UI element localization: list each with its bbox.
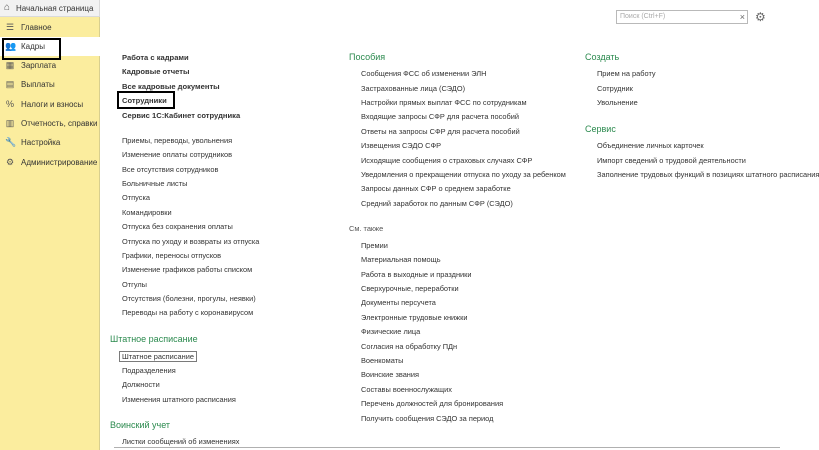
people-icon: 👥 xyxy=(5,41,17,51)
section-heading-benefits: Пособия xyxy=(349,52,386,62)
sidebar-item-payments[interactable] xyxy=(0,75,100,94)
link-item[interactable]: Перечень должностей для бронирования xyxy=(361,399,504,408)
link-item[interactable]: Все отсутствия сотрудников xyxy=(122,165,219,174)
link-item[interactable]: Отпуска без сохранения оплаты xyxy=(122,222,233,231)
link-item[interactable]: Отпуска xyxy=(122,193,150,202)
link-item[interactable]: Ответы на запросы СФР для расчета пособий xyxy=(361,127,520,136)
sidebar-item-main[interactable] xyxy=(0,18,100,37)
sidebar-item-label: Зарплата xyxy=(21,61,57,70)
link-item[interactable]: Согласия на обработку ПДн xyxy=(361,342,458,351)
highlight-box xyxy=(117,91,175,109)
link-item[interactable]: Работа в выходные и праздники xyxy=(361,270,472,279)
link-item[interactable]: Заполнение трудовых функций в позициях штатного расписания xyxy=(597,170,819,179)
search-input[interactable] xyxy=(616,10,748,24)
search-placeholder: Поиск (Ctrl+F) xyxy=(620,13,666,20)
highlight-box xyxy=(2,38,61,60)
link-item[interactable]: Входящие запросы СФР для расчета пособий xyxy=(361,112,519,121)
link-item[interactable]: Изменения штатного расписания xyxy=(122,395,236,404)
link-item[interactable]: Сообщения ФСС об изменении ЭЛН xyxy=(361,69,487,78)
link-item[interactable]: Подразделения xyxy=(122,366,176,375)
settings-gear-icon[interactable]: ⚙ xyxy=(755,10,766,24)
link-hr-work[interactable]: Работа с кадрами xyxy=(122,53,189,62)
sidebar xyxy=(0,17,100,450)
menu-icon: ☰ xyxy=(5,22,15,32)
link-item[interactable]: Приемы, переводы, увольнения xyxy=(122,136,233,145)
section-heading-service: Сервис xyxy=(585,124,616,134)
link-item[interactable]: Уведомления о прекращении отпуска по уходу за ребенком xyxy=(361,170,566,179)
link-all-hr-docs[interactable]: Все кадровые документы xyxy=(122,82,220,91)
link-staff-schedule[interactable]: Штатное расписание xyxy=(119,351,197,362)
see-also-label: См. также xyxy=(349,224,384,233)
section-heading-staff: Штатное расписание xyxy=(110,334,198,344)
link-item[interactable]: Материальная помощь xyxy=(361,255,441,264)
home-icon: ⌂ xyxy=(4,2,11,13)
link-item[interactable]: Исходящие сообщения о страховых случаях СФР xyxy=(361,156,533,165)
link-item[interactable]: Электронные трудовые книжки xyxy=(361,313,468,322)
link-item[interactable]: Застрахованные лица (СЭДО) xyxy=(361,84,466,93)
wrench-icon: 🔧 xyxy=(5,137,17,147)
link-item[interactable]: Настройки прямых выплат ФСС по сотрудникам xyxy=(361,98,527,107)
link-item[interactable]: Отпуска по уходу и возвраты из отпуска xyxy=(122,237,260,246)
sidebar-item-label: Главное xyxy=(21,23,52,32)
link-item[interactable]: Прием на работу xyxy=(597,69,656,78)
gear-icon: ⚙ xyxy=(5,157,15,167)
sidebar-item-settings[interactable] xyxy=(0,133,100,152)
sidebar-item-label: Кадры xyxy=(21,42,45,51)
sidebar-item-admin[interactable] xyxy=(0,153,100,172)
link-item[interactable]: Физические лица xyxy=(361,327,421,336)
section-heading-military: Воинский учет xyxy=(110,420,171,430)
sidebar-item-label: Налоги и взносы xyxy=(21,100,84,109)
link-item[interactable]: Увольнение xyxy=(597,98,638,107)
sidebar-item-label: Отчетность, справки xyxy=(21,119,98,128)
calculator-icon: ▦ xyxy=(5,60,15,70)
link-item[interactable]: Воинские звания xyxy=(361,370,420,379)
link-item[interactable]: Запросы данных СФР о среднем заработке xyxy=(361,184,511,193)
link-item[interactable]: Извещения СЭДО СФР xyxy=(361,141,442,150)
link-item[interactable]: Военкоматы xyxy=(361,356,404,365)
link-hr-reports[interactable]: Кадровые отчеты xyxy=(122,67,190,76)
link-item[interactable]: Средний заработок по данным СФР (СЭДО) xyxy=(361,199,513,208)
sidebar-item-taxes[interactable] xyxy=(0,95,100,114)
link-item[interactable]: Изменение оплаты сотрудников xyxy=(122,150,233,159)
payments-icon: ▤ xyxy=(5,79,15,89)
link-item[interactable]: Отсутствия (болезни, прогулы, неявки) xyxy=(122,294,256,303)
link-item[interactable]: Графики, переносы отпусков xyxy=(122,251,222,260)
sidebar-item-reports[interactable] xyxy=(0,114,100,133)
home-tab[interactable] xyxy=(0,0,100,17)
link-item[interactable]: Переводы на работу с коронавирусом xyxy=(122,308,254,317)
link-item[interactable]: Больничные листы xyxy=(122,179,188,188)
link-employees[interactable]: Сотрудники xyxy=(122,96,167,105)
link-item[interactable]: Листки сообщений об изменениях xyxy=(122,437,240,446)
divider xyxy=(114,447,780,448)
link-item[interactable]: Командировки xyxy=(122,208,172,217)
link-item[interactable]: Премии xyxy=(361,241,388,250)
link-item[interactable]: Должности xyxy=(122,380,160,389)
clear-search-icon[interactable]: × xyxy=(739,12,745,22)
sidebar-item-label: Настройка xyxy=(21,138,61,147)
link-item[interactable]: Сверхурочные, переработки xyxy=(361,284,459,293)
sidebar-item-label: Администрирование xyxy=(21,158,98,167)
percent-icon: % xyxy=(5,99,14,109)
link-item[interactable]: Импорт сведений о трудовой деятельности xyxy=(597,156,746,165)
link-employee-cabinet[interactable]: Сервис 1С:Кабинет сотрудника xyxy=(122,111,241,120)
link-item[interactable]: Документы персучета xyxy=(361,298,436,307)
link-item[interactable]: Изменение графиков работы списком xyxy=(122,265,253,274)
link-item[interactable]: Отгулы xyxy=(122,280,147,289)
section-heading-create: Создать xyxy=(585,52,620,62)
report-icon: ▥ xyxy=(5,118,15,128)
link-item[interactable]: Сотрудник xyxy=(597,84,633,93)
link-item[interactable]: Объединение личных карточек xyxy=(597,141,704,150)
home-tab-label: Начальная страница xyxy=(16,4,94,13)
link-item[interactable]: Составы военнослужащих xyxy=(361,385,452,394)
sidebar-item-label: Выплаты xyxy=(21,80,55,89)
link-item[interactable]: Получить сообщения СЭДО за период xyxy=(361,414,494,423)
